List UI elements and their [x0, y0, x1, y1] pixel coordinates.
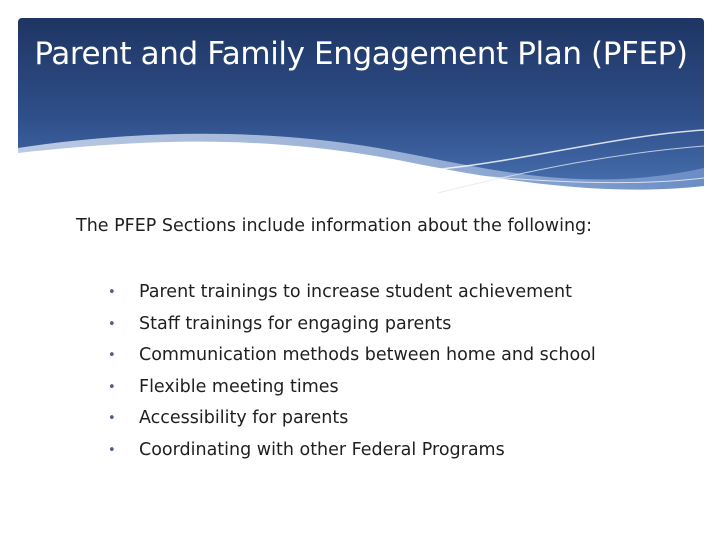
bullet-icon: • [108, 442, 116, 458]
intro-text: The PFEP Sections include information about the following: [76, 216, 593, 236]
slide-title: Parent and Family Engagement Plan (PFEP) [34, 36, 688, 72]
bullet-icon: • [108, 285, 116, 300]
list-item-text: Coordinating with other Federal Programs [139, 439, 505, 460]
list-item-text: Communication methods between home and school [139, 345, 596, 365]
bullet-icon: • [108, 316, 116, 332]
list-item-text: Parent trainings to increase student achievement [139, 282, 572, 302]
bullet-icon: • [108, 379, 116, 395]
list-item-text: Staff trainings for engaging parents [139, 313, 452, 334]
bullet-icon: • [108, 411, 116, 426]
list-item-text: Flexible meeting times [139, 376, 339, 397]
list-item-text: Accessibility for parents [139, 408, 349, 428]
bullet-icon: • [108, 348, 116, 363]
